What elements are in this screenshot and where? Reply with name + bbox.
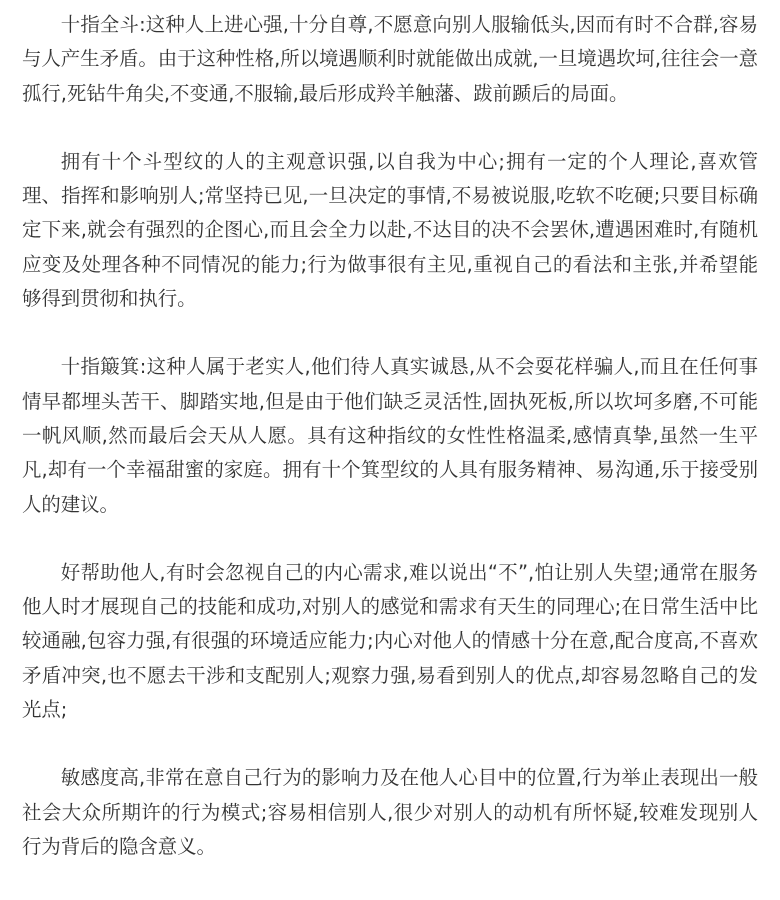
paragraph-helping-others: 好帮助他人,有时会忽视自己的内心需求,难以说出“不”,怕让别人失望;通常在服务他人时才展现自己的技能和成功,对别人的感觉和需求有天生的同理心;在日常生活中比较通融,包容力强,有很强的环境适应能力;内心对他人的情感十分在意,配合度高,不喜欢矛盾冲突,也不愿去干涉和支配别人;观察力强,易看到别人的优点,却容易忽略自己的发光点; [22, 560, 758, 722]
paragraph-ten-whorls-traits: 拥有十个斗型纹的人的主观意识强,以自我为中心;拥有一定的个人理论,喜欢管理、指挥和影响别人;常坚持已见,一旦决定的事情,不易被说服,吃软不吃硬;只要目标确定下来,就会有强烈的企图心,而且会全力以赴,不达目的决不会罢休,遭遇困难时,有随机应变及处理各种不同情况的能力;行为做事很有主见,重视自己的看法和主张,并希望能够得到贯彻和执行。 [22, 149, 758, 311]
article-body [22, 8, 758, 864]
paragraph-ten-loops-intro: 十指簸箕:这种人属于老实人,他们待人真实诚恳,从不会耍花样骗人,而且在任何事情早都埋头苦干、脚踏实地,但是由于他们缺乏灵活性,固执死板,所以坎坷多磨,不可能一帆风顺,然而最后会天从人愿。具有这种指纹的女性性格温柔,感情真挚,虽然一生平凡,却有一个幸福甜蜜的家庭。拥有十个箕型纹的人具有服务精神、易沟通,乐于接受别人的建议。 [22, 355, 758, 516]
paragraph-ten-whorls-intro: 十指全斗:这种人上进心强,十分自尊,不愿意向别人服输低头,因而有时不合群,容易与人产生矛盾。由于这种性格,所以境遇顺利时就能做出成就,一旦境遇坎坷,往往会一意孤行,死钻牛角尖,不变通,不服输,最后形成羚羊触藩、跋前踬后的局面。 [22, 13, 758, 105]
paragraph-sensitivity: 敏感度高,非常在意自己行为的影响力及在他人心目中的位置,行为举止表现出一般社会大众所期许的行为模式;容易相信别人,很少对别人的动机有所怀疑,较难发现别人行为背后的隐含意义。 [22, 766, 758, 858]
